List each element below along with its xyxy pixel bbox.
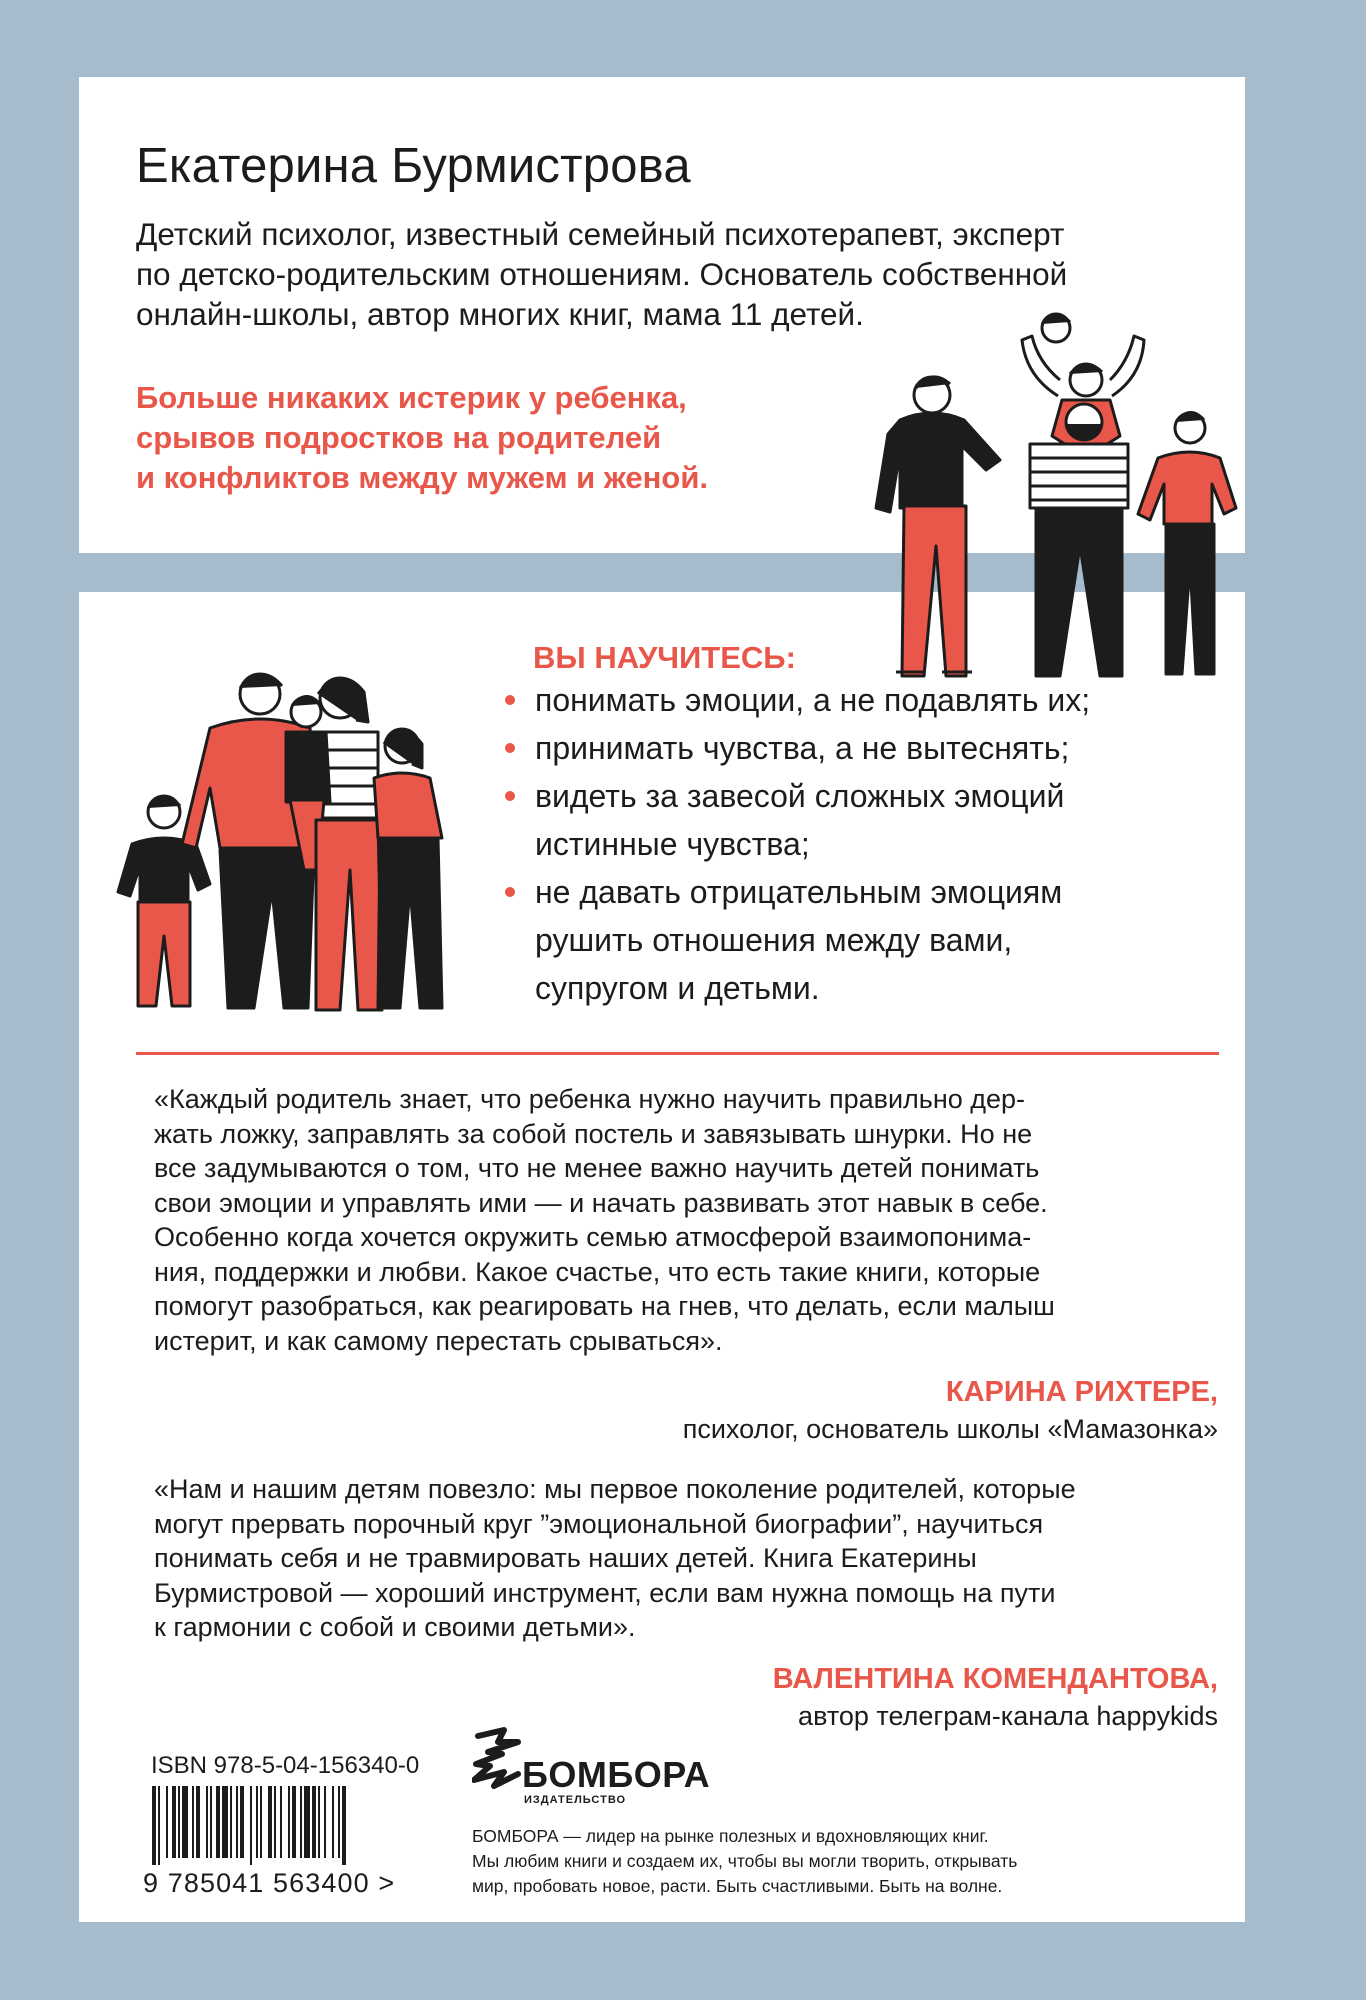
quote-line: свои эмоции и управлять ими — и начать развивать этот навык в себе. — [154, 1187, 1048, 1218]
learn-item-line: не давать отрицательным эмоциям — [535, 874, 1063, 910]
quote-author: КАРИНА РИХТЕРЕ, — [945, 1376, 1218, 1408]
bullet-icon — [505, 791, 515, 801]
tagline-line: срывов подростков на родителей — [136, 420, 662, 455]
author-bio-line: по детско-родительским отношениям. Основатель собственной — [136, 256, 1068, 292]
learn-item-line: понимать эмоции, а не подавлять их; — [535, 682, 1091, 718]
man-figure-left — [876, 377, 1000, 676]
barcode-bar — [318, 1786, 320, 1858]
barcode-bar — [312, 1786, 316, 1858]
barcode-icon — [150, 1786, 416, 1865]
barcode-bar — [172, 1786, 176, 1858]
family-illustration-middle — [110, 650, 470, 1020]
quote-author: ВАЛЕНТИНА КОМЕНДАНТОВА, — [772, 1663, 1218, 1695]
barcode-bar — [230, 1786, 232, 1858]
quote-line: все задумываются о том, что не менее важно научить детей понимать — [154, 1153, 1040, 1183]
learn-item-line: истинные чувства; — [535, 826, 810, 862]
barcode-bar — [222, 1786, 228, 1858]
barcode-bar — [288, 1786, 290, 1858]
quote-line: понимать себя и не травмировать наших детей. Книга Екатерины — [154, 1543, 977, 1573]
quote-line: жать ложку, заправлять за собой постель и завязывать шнурки. Но не — [154, 1118, 1033, 1149]
tagline — [136, 378, 708, 498]
barcode-bar — [268, 1786, 272, 1858]
quote-line: Бурмистровой — хороший инструмент, если вам нужна помощь на пути — [154, 1577, 1056, 1608]
barcode-bar — [192, 1786, 194, 1858]
testimonial-quote — [154, 1082, 1218, 1358]
quote-line: к гармонии с собой и своими детьми». — [154, 1612, 636, 1642]
barcode-bar — [210, 1786, 212, 1858]
quote-line: Особенно когда хочется окружить семью атмосферой взаимопонима- — [154, 1222, 1032, 1252]
barcode-bar — [292, 1786, 296, 1858]
bullet-icon — [505, 887, 515, 897]
barcode-bar — [182, 1786, 188, 1858]
learn-item-line: рушить отношения между вами, — [535, 922, 1013, 958]
section-divider — [136, 1052, 1219, 1055]
barcode-bar — [274, 1786, 276, 1858]
barcode-bar — [256, 1786, 258, 1858]
barcode-bar — [240, 1786, 244, 1858]
barcode-bar — [196, 1786, 200, 1858]
barcode-bar — [300, 1786, 302, 1858]
learn-item — [505, 772, 1090, 868]
barcode-bar — [236, 1786, 238, 1858]
father-with-child-figure — [1022, 314, 1144, 676]
barcode-bar — [206, 1786, 208, 1858]
learn-item — [505, 676, 1090, 724]
quote-line: могут прервать порочный круг ”эмоциональной биографии”, научиться — [154, 1508, 1044, 1539]
author-bio-line: Детский психолог, известный семейный психотерапевт, эксперт — [136, 216, 1065, 252]
quote-author-role: психолог, основатель школы «Мамазонка» — [682, 1414, 1218, 1444]
barcode-bar — [332, 1786, 334, 1858]
learn-item — [505, 724, 1090, 772]
testimonial-quote — [154, 1472, 1218, 1645]
barcode-bar — [152, 1786, 156, 1865]
barcode-digits: 9 785041 563400 > — [143, 1868, 396, 1898]
barcode-bar — [260, 1786, 262, 1858]
learn-item-line: принимать чувства, а не вытеснять; — [535, 730, 1070, 766]
girl-figure — [374, 729, 442, 1008]
publisher-description-line: Мы любим книги и создаем их, чтобы вы могли творить, открывать — [472, 1851, 1018, 1871]
barcode-bar — [166, 1786, 168, 1858]
barcode-bar — [338, 1786, 340, 1858]
learn-item-line: видеть за завесой сложных эмоций — [535, 778, 1065, 814]
barcode-bar — [304, 1786, 310, 1858]
publisher-description-line: БОМБОРА — лидер на рынке полезных и вдохновляющих книг. — [472, 1826, 989, 1846]
publisher-name: БОМБОРА — [522, 1754, 711, 1795]
learn-item — [505, 868, 1090, 1012]
quote-line: «Нам и нашим детям повезло: мы первое поколение родителей, которые — [154, 1474, 1076, 1504]
learn-item-line: супругом и детьми. — [535, 970, 820, 1006]
quote-line: истерит, и как самому перестать срываться». — [154, 1325, 723, 1356]
quote-author-role: автор телеграм-канала happykids — [798, 1701, 1218, 1731]
author-name: Екатерина Бурмистрова — [136, 139, 691, 193]
barcode-bar — [250, 1786, 252, 1865]
barcode-bar — [216, 1786, 220, 1858]
isbn-label: ISBN 978-5-04-156340-0 — [151, 1752, 420, 1779]
quote-line: ния, поддержки и любви. Какое счастье, что есть такие книги, которые — [154, 1256, 1041, 1287]
publisher-subtitle: ИЗДАТЕЛЬСТВО — [524, 1794, 627, 1806]
bullet-icon — [505, 743, 515, 753]
barcode-bar — [158, 1786, 160, 1865]
tagline-line: и конфликтов между мужем и женой. — [136, 460, 708, 495]
author-bio-line: онлайн-школы, автор многих книг, мама 11 детей. — [136, 296, 864, 332]
learn-heading: ВЫ НАУЧИТЕСЬ: — [533, 640, 796, 675]
bullet-icon — [505, 695, 515, 705]
quote-line: «Каждый родитель знает, что ребенка нужно научить правильно дер- — [154, 1084, 1026, 1114]
family-illustration-top — [860, 310, 1250, 685]
quote-line: помогут разобраться, как реагировать на гнев, что делать, если малыш — [154, 1291, 1055, 1321]
publisher-description-line: мир, пробовать новое, расти. Быть счастливыми. Быть на волне. — [472, 1876, 1003, 1896]
barcode-bar — [342, 1786, 346, 1865]
learn-list — [505, 676, 1090, 1012]
barcode-bar — [280, 1786, 282, 1858]
publisher-description — [472, 1824, 1017, 1899]
boy-figure-right — [1138, 412, 1236, 674]
barcode-bar — [324, 1786, 326, 1858]
barcode-bar — [178, 1786, 180, 1858]
tagline-line: Больше никаких истерик у ребенка, — [136, 380, 687, 415]
